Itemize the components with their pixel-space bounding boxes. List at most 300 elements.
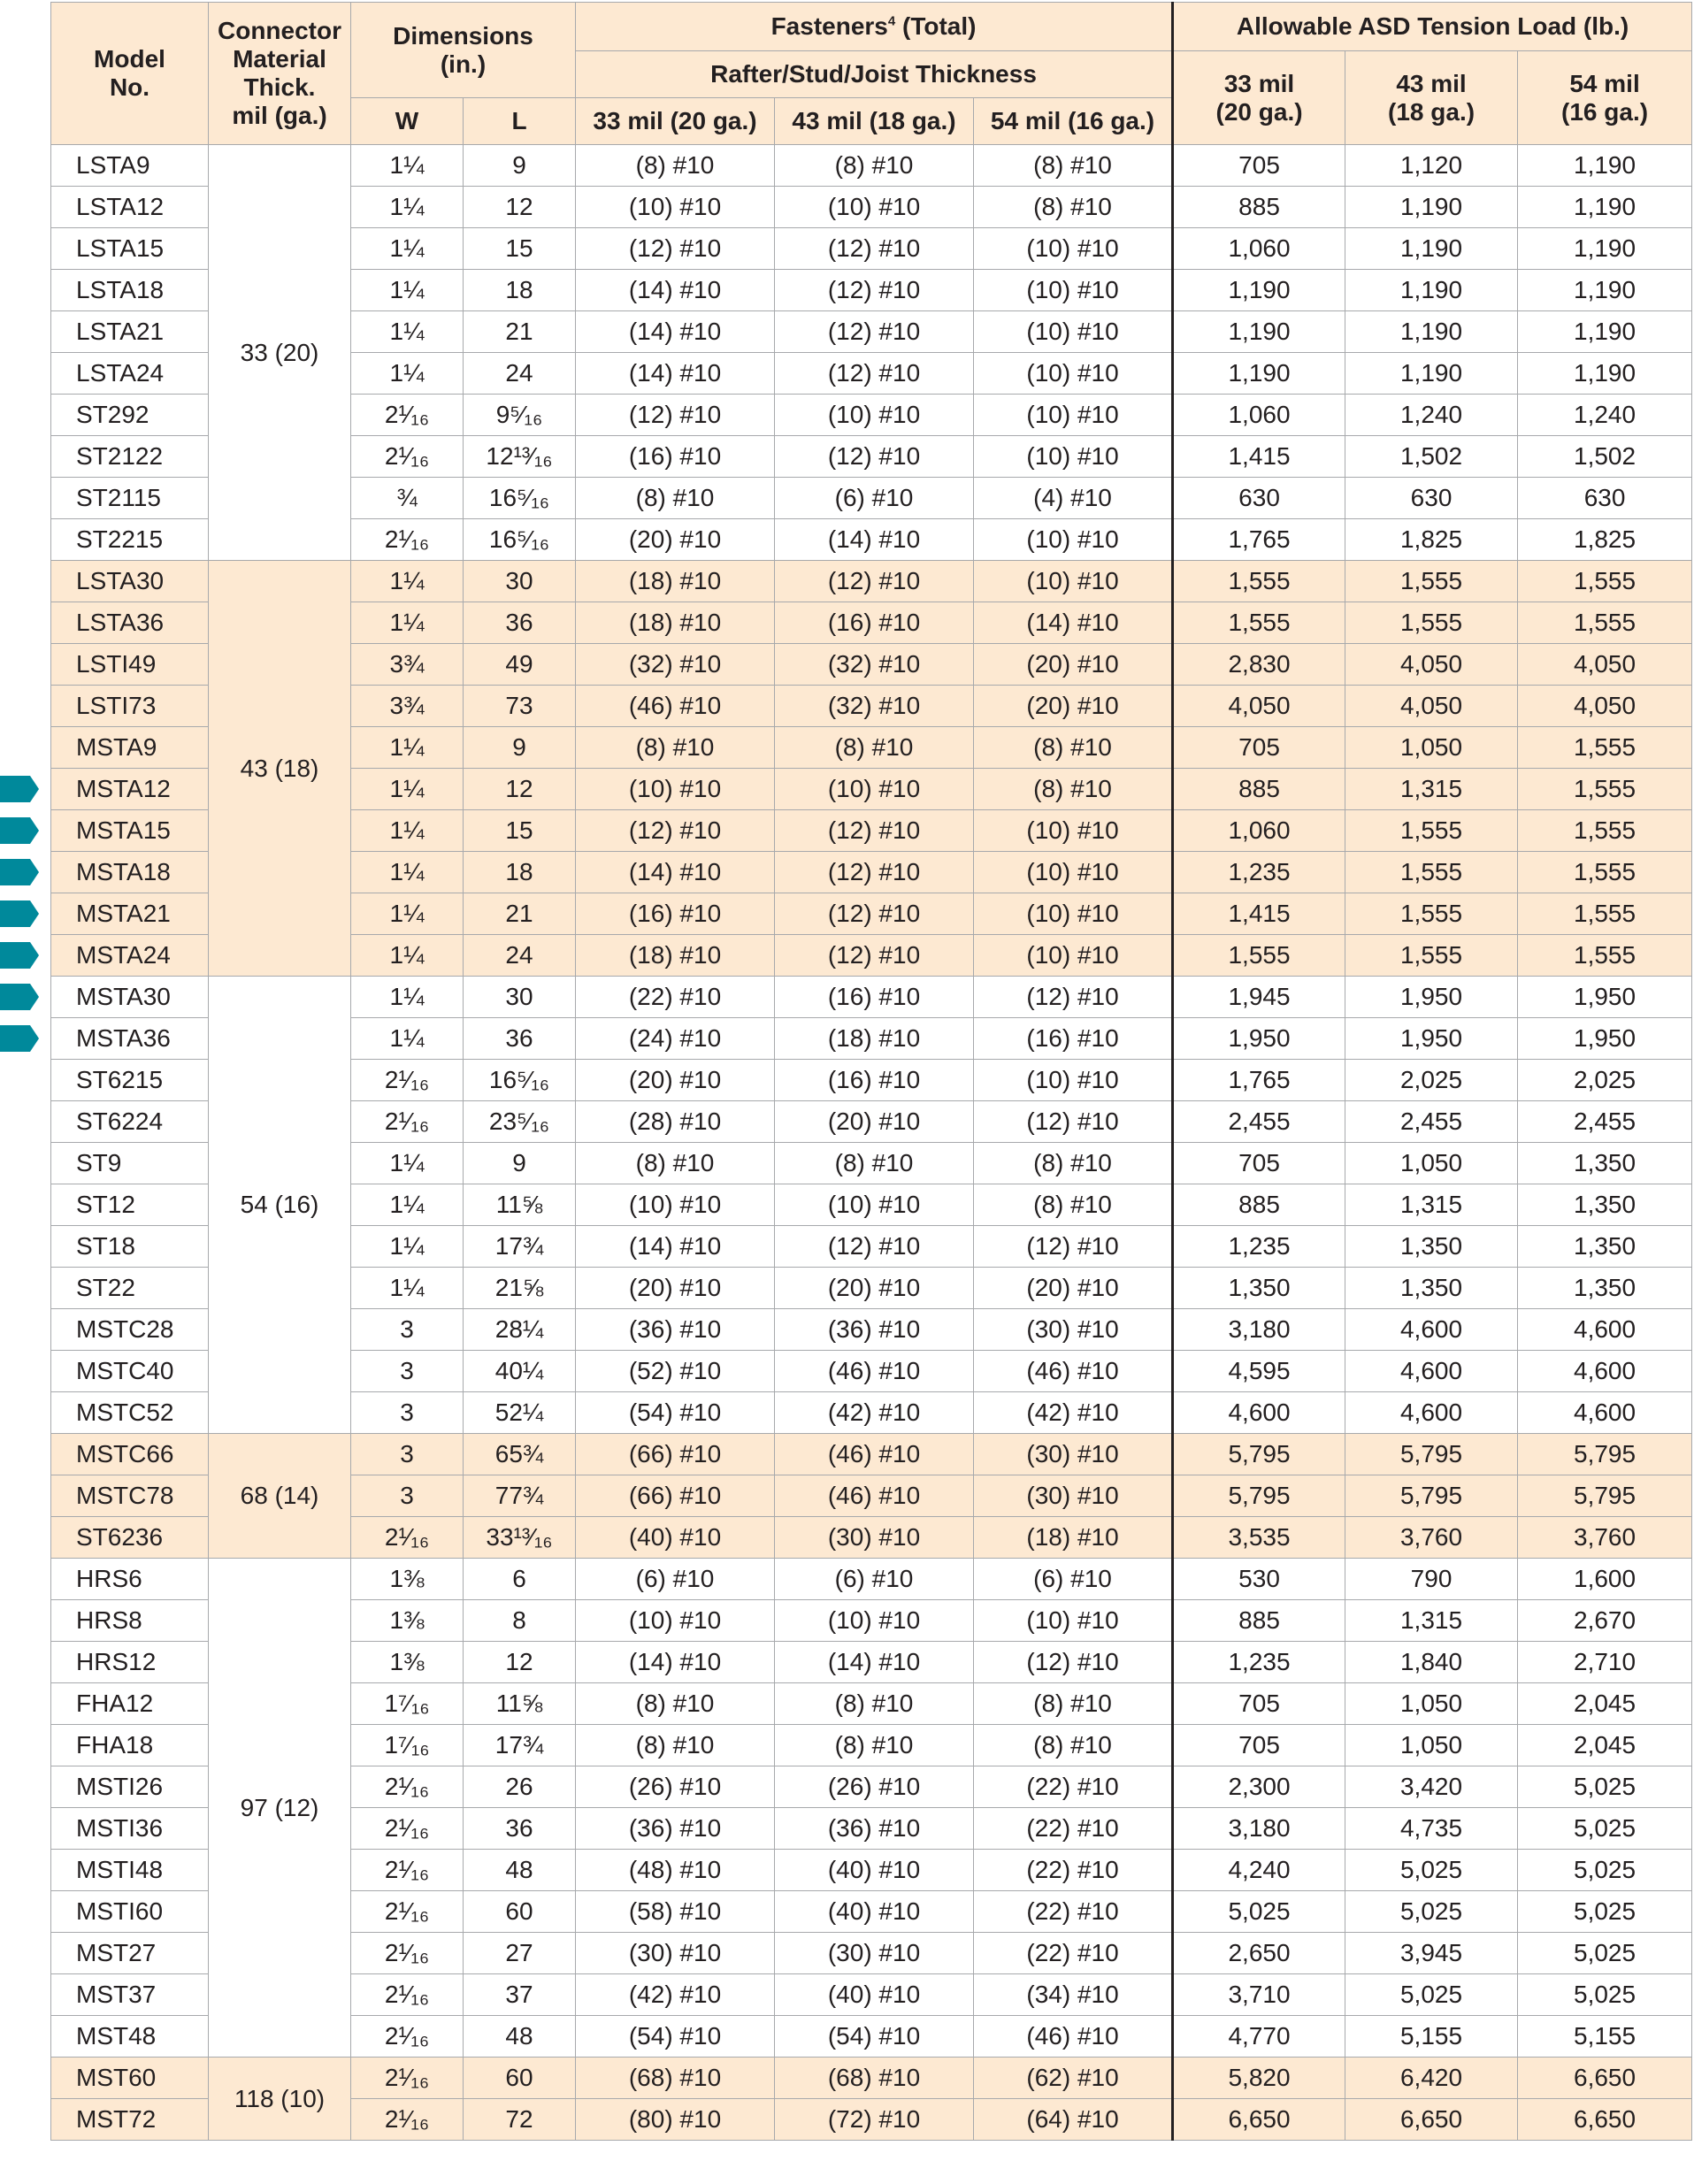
table-row	[51, 561, 1692, 602]
fastener-43mil-cell: (6) #10	[775, 478, 974, 519]
model-cell: FHA12	[51, 1683, 209, 1725]
fastener-54mil-cell: (12) #10	[974, 1226, 1173, 1268]
fastener-33mil-cell: (66) #10	[576, 1434, 775, 1475]
dim-l-cell: 16⁵⁄₁₆	[464, 478, 576, 519]
dim-w-cell: 2¹⁄₁₆	[351, 395, 464, 436]
dim-l-cell: 15	[464, 228, 576, 270]
fastener-54mil-cell: (10) #10	[974, 353, 1173, 395]
load-33mil-line1: 33 mil	[1223, 69, 1295, 97]
fastener-43mil-cell: (16) #10	[775, 1060, 974, 1101]
fastener-54mil-cell: (34) #10	[974, 1974, 1173, 2016]
dim-w-cell: 2¹⁄₁₆	[351, 1517, 464, 1559]
fastener-43mil-cell: (36) #10	[775, 1808, 974, 1850]
dim-w-cell: 1⅜	[351, 1600, 464, 1642]
load-33mil-cell: 5,795	[1173, 1434, 1345, 1475]
load-33mil-cell: 705	[1173, 1725, 1345, 1766]
fastener-43mil-cell: (12) #10	[775, 852, 974, 893]
connector-thickness-cell: 118 (10)	[209, 2058, 351, 2141]
model-cell: ST6215	[51, 1060, 209, 1101]
load-43mil-line1: 43 mil	[1396, 69, 1467, 97]
dim-l-cell: 77¾	[464, 1475, 576, 1517]
dim-l-cell: 36	[464, 1808, 576, 1850]
fastener-33mil-cell: (14) #10	[576, 311, 775, 353]
fastener-43mil-cell: (40) #10	[775, 1850, 974, 1891]
fastener-43mil-cell: (8) #10	[775, 1143, 974, 1184]
load-43mil-cell: 790	[1345, 1559, 1518, 1600]
connector-thickness-cell: 54 (16)	[209, 977, 351, 1434]
fasteners-header-suffix: (Total)	[895, 12, 977, 40]
fastener-54mil-cell: (10) #10	[974, 561, 1173, 602]
load-33mil-cell: 4,050	[1173, 686, 1345, 727]
fastener-33mil-cell: (80) #10	[576, 2099, 775, 2141]
fastener-54mil-cell: (42) #10	[974, 1392, 1173, 1434]
fastener-54mil-cell: (64) #10	[974, 2099, 1173, 2141]
dim-w-cell: 2¹⁄₁₆	[351, 519, 464, 561]
fastener-43mil-cell: (16) #10	[775, 602, 974, 644]
load-43mil-cell: 1,502	[1345, 436, 1518, 478]
fastener-33mil-cell: (52) #10	[576, 1351, 775, 1392]
fastener-54mil-cell: (30) #10	[974, 1434, 1173, 1475]
load-33mil-header	[1173, 51, 1345, 145]
load-33mil-cell: 1,765	[1173, 519, 1345, 561]
load-54mil-line2: (16 ga.)	[1561, 97, 1649, 126]
fastener-33mil-cell: (26) #10	[576, 1766, 775, 1808]
fastener-43mil-cell: (10) #10	[775, 769, 974, 810]
load-43mil-cell: 1,350	[1345, 1226, 1518, 1268]
model-cell: LSTA30	[51, 561, 209, 602]
fastener-33mil-cell: (30) #10	[576, 1933, 775, 1974]
fastener-54mil-cell: (10) #10	[974, 519, 1173, 561]
model-cell: MSTC52	[51, 1392, 209, 1434]
dim-w-cell: 1¼	[351, 852, 464, 893]
fastener-43mil-cell: (30) #10	[775, 1933, 974, 1974]
load-33mil-cell: 2,455	[1173, 1101, 1345, 1143]
dim-l-cell: 60	[464, 2058, 576, 2099]
fastener-33mil-cell: (16) #10	[576, 893, 775, 935]
fastener-54mil-cell: (10) #10	[974, 852, 1173, 893]
table-header	[51, 3, 1692, 145]
fastener-54mil-cell: (10) #10	[974, 228, 1173, 270]
model-cell: MSTI36	[51, 1808, 209, 1850]
load-33mil-cell: 5,025	[1173, 1891, 1345, 1933]
fasteners-footnote: 4	[887, 13, 896, 29]
load-33mil-cell: 6,650	[1173, 2099, 1345, 2141]
load-43mil-cell: 4,735	[1345, 1808, 1518, 1850]
fastener-54mil-header: 54 mil (16 ga.)	[974, 98, 1173, 145]
load-43mil-cell: 1,350	[1345, 1268, 1518, 1309]
fastener-54mil-cell: (46) #10	[974, 1351, 1173, 1392]
fastener-33mil-cell: (32) #10	[576, 644, 775, 686]
model-cell: MSTA12	[51, 769, 209, 810]
model-cell: MSTI26	[51, 1766, 209, 1808]
fastener-33mil-cell: (42) #10	[576, 1974, 775, 2016]
load-43mil-cell: 1,315	[1345, 1600, 1518, 1642]
dim-l-cell: 21	[464, 311, 576, 353]
dim-w-cell: 2¹⁄₁₆	[351, 1850, 464, 1891]
load-33mil-cell: 1,555	[1173, 935, 1345, 977]
load-43mil-cell: 1,840	[1345, 1642, 1518, 1683]
dim-l-cell: 73	[464, 686, 576, 727]
fastener-43mil-cell: (42) #10	[775, 1392, 974, 1434]
model-cell: MSTA18	[51, 852, 209, 893]
load-54mil-cell: 1,350	[1518, 1184, 1692, 1226]
load-33mil-cell: 2,300	[1173, 1766, 1345, 1808]
load-54mil-cell: 1,950	[1518, 977, 1692, 1018]
fastener-54mil-cell: (30) #10	[974, 1309, 1173, 1351]
dim-w-cell: 1¼	[351, 810, 464, 852]
load-33mil-cell: 1,945	[1173, 977, 1345, 1018]
dim-l-cell: 9	[464, 727, 576, 769]
load-54mil-cell: 2,045	[1518, 1725, 1692, 1766]
load-33mil-cell: 1,060	[1173, 228, 1345, 270]
fastener-33mil-cell: (8) #10	[576, 1683, 775, 1725]
new-product-marker-icon	[0, 984, 39, 1010]
load-54mil-cell: 2,455	[1518, 1101, 1692, 1143]
fastener-54mil-cell: (8) #10	[974, 1184, 1173, 1226]
model-cell: MSTA24	[51, 935, 209, 977]
fastener-43mil-cell: (12) #10	[775, 228, 974, 270]
load-54mil-cell: 1,555	[1518, 561, 1692, 602]
fastener-33mil-cell: (22) #10	[576, 977, 775, 1018]
load-33mil-cell: 885	[1173, 769, 1345, 810]
model-cell: MSTI48	[51, 1850, 209, 1891]
load-33mil-cell: 3,535	[1173, 1517, 1345, 1559]
fastener-54mil-cell: (22) #10	[974, 1808, 1173, 1850]
new-product-marker-icon	[0, 1025, 39, 1052]
load-54mil-cell: 2,025	[1518, 1060, 1692, 1101]
dim-w-cell: 1¼	[351, 1268, 464, 1309]
load-54mil-cell: 4,600	[1518, 1309, 1692, 1351]
load-33mil-cell: 1,060	[1173, 395, 1345, 436]
fastener-33mil-cell: (8) #10	[576, 1725, 775, 1766]
fastener-43mil-cell: (14) #10	[775, 1642, 974, 1683]
load-54mil-cell: 2,045	[1518, 1683, 1692, 1725]
load-43mil-cell: 1,555	[1345, 935, 1518, 977]
dim-l-cell: 18	[464, 270, 576, 311]
load-43mil-cell: 1,190	[1345, 311, 1518, 353]
dim-w-cell: 1¼	[351, 270, 464, 311]
new-product-marker-icon	[0, 900, 39, 927]
fastener-54mil-cell: (14) #10	[974, 602, 1173, 644]
allowable-load-header: Allowable ASD Tension Load (lb.)	[1173, 3, 1692, 51]
dim-l-cell: 60	[464, 1891, 576, 1933]
model-cell: MSTA9	[51, 727, 209, 769]
load-33mil-cell: 630	[1173, 478, 1345, 519]
dim-w-cell: 3	[351, 1351, 464, 1392]
load-43mil-cell: 1,050	[1345, 1683, 1518, 1725]
fastener-54mil-cell: (10) #10	[974, 893, 1173, 935]
fastener-33mil-cell: (18) #10	[576, 602, 775, 644]
dim-w-cell: ¾	[351, 478, 464, 519]
fastener-54mil-cell: (20) #10	[974, 686, 1173, 727]
load-54mil-cell: 6,650	[1518, 2099, 1692, 2141]
dim-l-cell: 8	[464, 1600, 576, 1642]
dim-l-cell: 28¼	[464, 1309, 576, 1351]
fastener-54mil-cell: (6) #10	[974, 1559, 1173, 1600]
fastener-54mil-cell: (8) #10	[974, 145, 1173, 187]
load-33mil-cell: 1,555	[1173, 602, 1345, 644]
dim-l-cell: 9	[464, 1143, 576, 1184]
model-cell: LSTA18	[51, 270, 209, 311]
load-54mil-cell: 1,350	[1518, 1226, 1692, 1268]
load-54mil-cell: 6,650	[1518, 2058, 1692, 2099]
fastener-43mil-cell: (54) #10	[775, 2016, 974, 2058]
fastener-33mil-cell: (6) #10	[576, 1559, 775, 1600]
load-54mil-cell: 5,155	[1518, 2016, 1692, 2058]
load-33mil-cell: 1,060	[1173, 810, 1345, 852]
dim-w-header: W	[351, 98, 464, 145]
table-row	[51, 977, 1692, 1018]
fastener-43mil-cell: (10) #10	[775, 187, 974, 228]
fastener-33mil-cell: (10) #10	[576, 769, 775, 810]
model-cell: MSTI60	[51, 1891, 209, 1933]
fastener-43mil-cell: (12) #10	[775, 436, 974, 478]
model-cell: LSTA24	[51, 353, 209, 395]
model-cell: ST2122	[51, 436, 209, 478]
load-33mil-cell: 1,190	[1173, 311, 1345, 353]
fastener-54mil-cell: (20) #10	[974, 644, 1173, 686]
model-cell: MSTA36	[51, 1018, 209, 1060]
load-33mil-cell: 885	[1173, 187, 1345, 228]
load-33mil-cell: 4,595	[1173, 1351, 1345, 1392]
fastener-43mil-cell: (12) #10	[775, 810, 974, 852]
model-no-header	[51, 3, 209, 145]
load-54mil-cell: 1,555	[1518, 852, 1692, 893]
dim-l-cell: 52¼	[464, 1392, 576, 1434]
load-54mil-cell: 1,825	[1518, 519, 1692, 561]
load-54mil-cell: 4,050	[1518, 686, 1692, 727]
model-cell: HRS12	[51, 1642, 209, 1683]
load-43mil-cell: 5,025	[1345, 1891, 1518, 1933]
load-33mil-cell: 1,235	[1173, 1226, 1345, 1268]
model-cell: MSTC40	[51, 1351, 209, 1392]
load-33mil-cell: 1,190	[1173, 353, 1345, 395]
model-cell: MST60	[51, 2058, 209, 2099]
model-cell: MSTC66	[51, 1434, 209, 1475]
fastener-54mil-cell: (10) #10	[974, 1060, 1173, 1101]
fastener-43mil-cell: (12) #10	[775, 893, 974, 935]
dim-w-cell: 1⁷⁄₁₆	[351, 1725, 464, 1766]
dimensions-header-line1: Dimensions	[393, 21, 533, 50]
load-43mil-cell: 1,240	[1345, 395, 1518, 436]
load-33mil-cell: 3,180	[1173, 1808, 1345, 1850]
fastener-33mil-cell: (8) #10	[576, 145, 775, 187]
load-33mil-cell: 2,650	[1173, 1933, 1345, 1974]
load-54mil-cell: 4,600	[1518, 1392, 1692, 1434]
fastener-33mil-cell: (36) #10	[576, 1808, 775, 1850]
fastener-54mil-cell: (12) #10	[974, 1101, 1173, 1143]
dim-l-cell: 16⁵⁄₁₆	[464, 519, 576, 561]
fastener-43mil-cell: (12) #10	[775, 935, 974, 977]
dim-l-cell: 72	[464, 2099, 576, 2141]
load-43mil-cell: 1,555	[1345, 602, 1518, 644]
dim-l-cell: 36	[464, 1018, 576, 1060]
fastener-54mil-cell: (8) #10	[974, 1143, 1173, 1184]
fastener-33mil-cell: (12) #10	[576, 810, 775, 852]
load-33mil-cell: 705	[1173, 727, 1345, 769]
model-cell: ST2215	[51, 519, 209, 561]
fastener-43mil-cell: (8) #10	[775, 1683, 974, 1725]
dim-w-cell: 1¼	[351, 1184, 464, 1226]
load-54mil-cell: 1,190	[1518, 353, 1692, 395]
load-43mil-cell: 3,420	[1345, 1766, 1518, 1808]
model-cell: ST292	[51, 395, 209, 436]
thickness-header: Rafter/Stud/Joist Thickness	[576, 51, 1173, 98]
dim-l-cell: 12	[464, 1642, 576, 1683]
dim-l-cell: 17¾	[464, 1725, 576, 1766]
model-cell: ST18	[51, 1226, 209, 1268]
fastener-33mil-cell: (20) #10	[576, 519, 775, 561]
fastener-33mil-cell: (12) #10	[576, 228, 775, 270]
fastener-33mil-cell: (18) #10	[576, 561, 775, 602]
load-54mil-line1: 54 mil	[1569, 69, 1640, 97]
fastener-54mil-cell: (8) #10	[974, 1725, 1173, 1766]
table-row	[51, 2058, 1692, 2099]
load-54mil-cell: 1,555	[1518, 769, 1692, 810]
load-43mil-cell: 1,190	[1345, 353, 1518, 395]
load-33mil-cell: 705	[1173, 1143, 1345, 1184]
fastener-54mil-cell: (62) #10	[974, 2058, 1173, 2099]
fastener-43mil-cell: (6) #10	[775, 1559, 974, 1600]
new-product-marker-icon	[0, 776, 39, 802]
load-43mil-cell: 4,050	[1345, 686, 1518, 727]
model-cell: ST6236	[51, 1517, 209, 1559]
dim-w-cell: 3	[351, 1475, 464, 1517]
model-header-line1: Model	[94, 45, 165, 73]
dim-w-cell: 2¹⁄₁₆	[351, 1891, 464, 1933]
dim-l-cell: 48	[464, 2016, 576, 2058]
fastener-33mil-cell: (54) #10	[576, 2016, 775, 2058]
load-33mil-cell: 1,235	[1173, 852, 1345, 893]
model-cell: HRS8	[51, 1600, 209, 1642]
load-43mil-cell: 4,600	[1345, 1351, 1518, 1392]
fastener-43mil-header: 43 mil (18 ga.)	[775, 98, 974, 145]
fastener-43mil-cell: (40) #10	[775, 1974, 974, 2016]
load-43mil-cell: 1,555	[1345, 852, 1518, 893]
load-43mil-cell: 1,555	[1345, 561, 1518, 602]
dim-l-cell: 12	[464, 769, 576, 810]
table-row	[51, 1559, 1692, 1600]
fastener-54mil-cell: (10) #10	[974, 311, 1173, 353]
load-54mil-cell: 1,555	[1518, 810, 1692, 852]
dim-w-cell: 2¹⁄₁₆	[351, 2016, 464, 2058]
fastener-43mil-cell: (10) #10	[775, 395, 974, 436]
dim-w-cell: 2¹⁄₁₆	[351, 1974, 464, 2016]
dim-l-cell: 48	[464, 1850, 576, 1891]
fasteners-header	[576, 3, 1173, 51]
load-43mil-cell: 4,050	[1345, 644, 1518, 686]
load-54mil-cell: 1,555	[1518, 602, 1692, 644]
model-cell: ST12	[51, 1184, 209, 1226]
fastener-33mil-cell: (58) #10	[576, 1891, 775, 1933]
fastener-54mil-cell: (22) #10	[974, 1933, 1173, 1974]
fastener-43mil-cell: (20) #10	[775, 1101, 974, 1143]
model-cell: MSTC28	[51, 1309, 209, 1351]
load-33mil-line2: (20 ga.)	[1215, 97, 1303, 126]
fastener-43mil-cell: (40) #10	[775, 1891, 974, 1933]
load-43mil-cell: 1,120	[1345, 145, 1518, 187]
fastener-33mil-cell: (18) #10	[576, 935, 775, 977]
load-43mil-cell: 3,760	[1345, 1517, 1518, 1559]
dim-w-cell: 2¹⁄₁₆	[351, 436, 464, 478]
dim-l-cell: 36	[464, 602, 576, 644]
fastener-43mil-cell: (30) #10	[775, 1517, 974, 1559]
load-43mil-line2: (18 ga.)	[1388, 97, 1476, 126]
fastener-43mil-cell: (46) #10	[775, 1351, 974, 1392]
load-33mil-cell: 5,795	[1173, 1475, 1345, 1517]
connector-header-line2: Material	[233, 45, 326, 73]
fastener-43mil-cell: (72) #10	[775, 2099, 974, 2141]
load-33mil-cell: 705	[1173, 145, 1345, 187]
fastener-33mil-cell: (10) #10	[576, 187, 775, 228]
fastener-33mil-cell: (14) #10	[576, 1642, 775, 1683]
connector-thickness-cell: 33 (20)	[209, 145, 351, 561]
connector-thickness-cell: 43 (18)	[209, 561, 351, 977]
load-43mil-cell: 2,455	[1345, 1101, 1518, 1143]
model-cell: ST22	[51, 1268, 209, 1309]
strap-tension-load-table	[50, 2, 1692, 2141]
load-43mil-cell: 2,025	[1345, 1060, 1518, 1101]
load-43mil-cell: 1,555	[1345, 810, 1518, 852]
dim-l-cell: 37	[464, 1974, 576, 2016]
model-cell: MSTA21	[51, 893, 209, 935]
model-cell: ST6224	[51, 1101, 209, 1143]
dim-l-cell: 9	[464, 145, 576, 187]
load-43mil-cell: 1,825	[1345, 519, 1518, 561]
model-cell: MSTA15	[51, 810, 209, 852]
load-54mil-cell: 1,350	[1518, 1143, 1692, 1184]
fastener-43mil-cell: (46) #10	[775, 1475, 974, 1517]
fastener-33mil-cell: (20) #10	[576, 1060, 775, 1101]
load-54mil-cell: 5,795	[1518, 1434, 1692, 1475]
fastener-43mil-cell: (46) #10	[775, 1434, 974, 1475]
dim-w-cell: 3	[351, 1392, 464, 1434]
load-54mil-cell: 2,710	[1518, 1642, 1692, 1683]
load-43mil-cell: 1,315	[1345, 1184, 1518, 1226]
load-33mil-cell: 4,770	[1173, 2016, 1345, 2058]
dim-w-cell: 1¼	[351, 602, 464, 644]
dimensions-header-line2: (in.)	[440, 50, 487, 78]
dim-l-cell: 40¼	[464, 1351, 576, 1392]
fastener-33mil-cell: (68) #10	[576, 2058, 775, 2099]
dim-w-cell: 2¹⁄₁₆	[351, 2099, 464, 2141]
load-33mil-cell: 2,830	[1173, 644, 1345, 686]
dim-w-cell: 1¼	[351, 311, 464, 353]
load-33mil-cell: 1,765	[1173, 1060, 1345, 1101]
fasteners-header-text: Fasteners	[770, 12, 888, 40]
dim-l-cell: 15	[464, 810, 576, 852]
load-43mil-cell: 5,025	[1345, 1974, 1518, 2016]
load-43mil-cell: 1,555	[1345, 893, 1518, 935]
load-33mil-cell: 705	[1173, 1683, 1345, 1725]
dim-w-cell: 1⅜	[351, 1642, 464, 1683]
fastener-43mil-cell: (8) #10	[775, 727, 974, 769]
fastener-54mil-cell: (8) #10	[974, 769, 1173, 810]
fastener-33mil-cell: (28) #10	[576, 1101, 775, 1143]
load-54mil-cell: 1,600	[1518, 1559, 1692, 1600]
load-43mil-cell: 5,155	[1345, 2016, 1518, 2058]
dim-w-cell: 3	[351, 1434, 464, 1475]
load-33mil-cell: 3,180	[1173, 1309, 1345, 1351]
dim-w-cell: 2¹⁄₁₆	[351, 1766, 464, 1808]
dim-l-cell: 16⁵⁄₁₆	[464, 1060, 576, 1101]
load-33mil-cell: 1,415	[1173, 436, 1345, 478]
model-cell: FHA18	[51, 1725, 209, 1766]
load-54mil-cell: 1,350	[1518, 1268, 1692, 1309]
dim-w-cell: 1¼	[351, 727, 464, 769]
load-43mil-header	[1345, 51, 1518, 145]
load-43mil-cell: 1,190	[1345, 270, 1518, 311]
